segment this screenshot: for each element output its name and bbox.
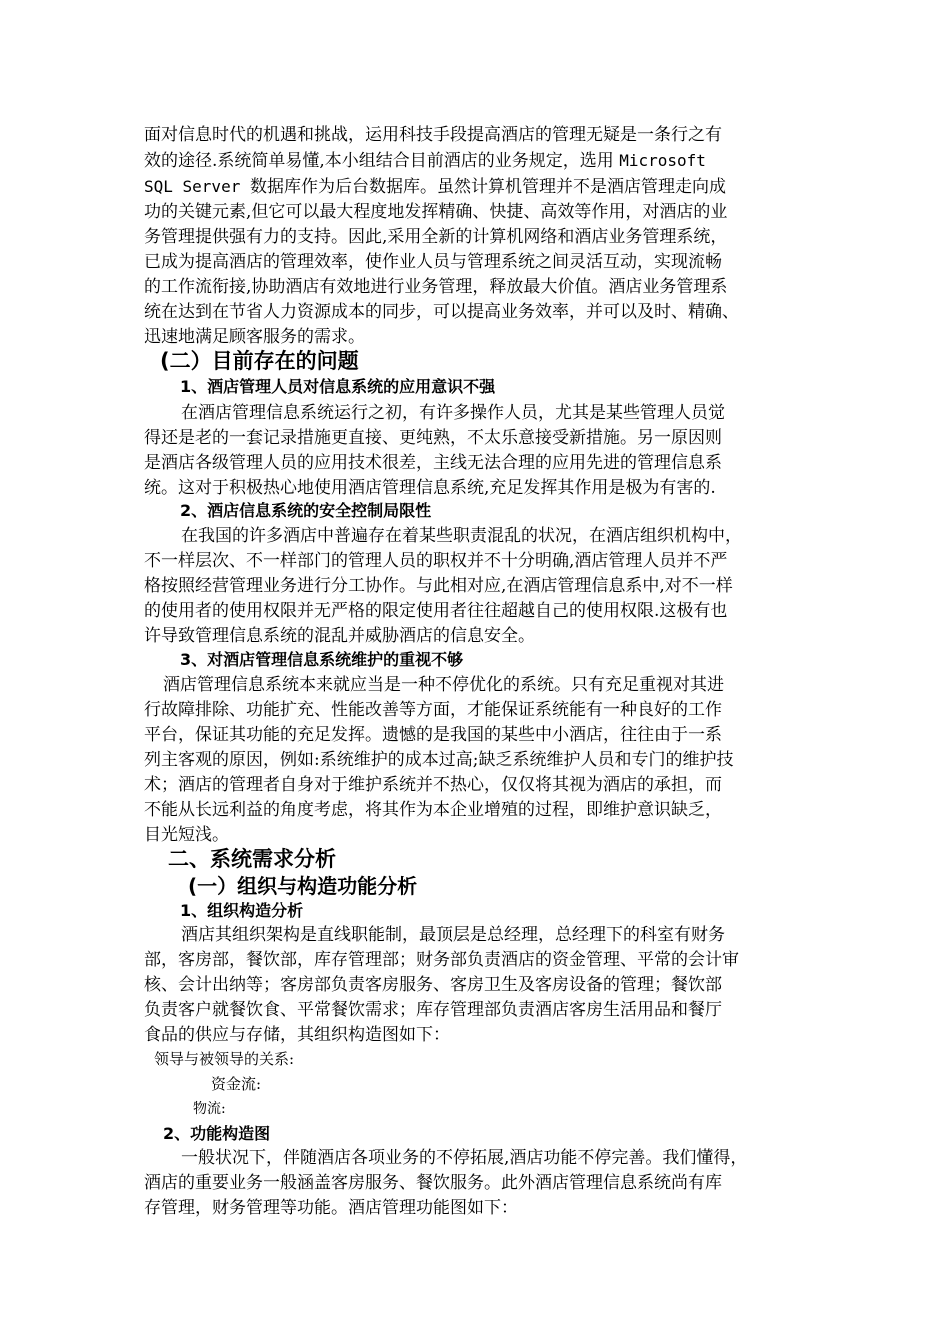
legend-label: 物流: <box>193 1101 226 1117</box>
paragraph-line: 部，客房部，餐饮部，库存管理部；财务部负责酒店的资金管理、平常的会计审 <box>144 950 739 970</box>
section-heading: (一）组织与构造功能分析 <box>188 874 418 898</box>
subsection-heading: 3、对酒店管理信息系统维护的重视不够 <box>180 650 464 669</box>
subsection-heading: 1、酒店管理人员对信息系统的应用意识不强 <box>180 377 496 396</box>
paragraph-line: 存管理，财务管理等功能。酒店管理功能图如下： <box>144 1198 518 1218</box>
paragraph-line: 酒店的重要业务一般涵盖客房服务、餐饮服务。此外酒店管理信息系统尚有库 <box>144 1173 722 1193</box>
section-heading: 二、系统需求分析 <box>168 847 336 871</box>
paragraph-line <box>144 174 824 200</box>
paragraph-line: 的使用者的使用权限并无严格的限定使用者往往超越自己的使用权限.这极有也 <box>144 601 728 621</box>
paragraph-line: 行故障排除、功能扩充、性能改善等方面，才能保证系统能有一种良好的工作 <box>144 700 722 720</box>
paragraph-line: 酒店管理信息系统本来就应当是一种不停优化的系统。只有充足重视对其进 <box>163 675 724 695</box>
paragraph-line: 统。这对于积极热心地使用酒店管理信息系统,充足发挥其作用是极为有害的. <box>144 478 716 498</box>
code-text: SQL Server <box>144 177 250 196</box>
paragraph-line: 列主客观的原因，例如:系统维护的成本过高;缺乏系统维护人员和专门的维护技 <box>144 750 734 770</box>
paragraph-line: 得还是老的一套记录措施更直接、更纯熟，不太乐意接受新措施。另一原因则 <box>144 428 722 448</box>
paragraph-line: 不一样层次、不一样部门的管理人员的职权并不十分明确,酒店管理人员并不严 <box>144 551 728 571</box>
paragraph-line: 面对信息时代的机遇和挑战，运用科技手段提高酒店的管理无疑是一条行之有 <box>144 125 722 145</box>
paragraph-line: 核、会计出纳等；客房部负责客房服务、客房卫生及客房设备的管理；餐饮部 <box>144 975 722 995</box>
paragraph-line: 在我国的许多酒店中普遍存在着某些职责混乱的状况，在酒店组织机构中， <box>181 526 742 546</box>
paragraph-line <box>144 148 824 174</box>
paragraph-line: 功的关键元素,但它可以最大程度地发挥精确、快捷、高效等作用，对酒店的业 <box>144 202 728 222</box>
paragraph-line: 格按照经营管理业务进行分工协作。与此相对应,在酒店管理信息系中,对不一样 <box>144 576 733 596</box>
paragraph-line: 统在达到在节省人力资源成本的同步，可以提高业务效率，并可以及时、精确、 <box>144 302 739 322</box>
paragraph-line: 许导致管理信息系统的混乱并威胁酒店的信息安全。 <box>144 626 535 646</box>
subsection-heading: 2、酒店信息系统的安全控制局限性 <box>180 501 432 520</box>
paragraph-line: 酒店其组织架构是直线职能制，最顶层是总经理，总经理下的科室有财务 <box>181 925 725 945</box>
paragraph-line: 一般状况下，伴随酒店各项业务的不停拓展,酒店功能不停完善。我们懂得， <box>181 1148 748 1168</box>
paragraph-line: 是酒店各级管理人员的应用技术很差，主线无法合理的应用先进的管理信息系 <box>144 453 722 473</box>
paragraph-line: 不能从长远利益的角度考虑，将其作为本企业增殖的过程，即维护意识缺乏， <box>144 800 722 820</box>
legend-label: 领导与被领导的关系: <box>154 1050 295 1068</box>
paragraph-line: 已成为提高酒店的管理效率，使作业人员与管理系统之间灵活互动，实现流畅 <box>144 252 722 272</box>
paragraph-line: 术；酒店的管理者自身对于维护系统并不热心，仅仅将其视为酒店的承担，而 <box>144 775 722 795</box>
paragraph-line: 目光短浅。 <box>144 825 229 845</box>
text-run: 数据库作为后台数据库。虽然计算机管理并不是酒店管理走向成 <box>249 177 726 197</box>
section-heading: (二）目前存在的问题 <box>160 349 359 373</box>
paragraph-line: 食品的供应与存储，其组织构造图如下： <box>144 1025 450 1045</box>
paragraph-line: 迅速地满足顾客服务的需求。 <box>144 327 365 347</box>
text-run: 效的途径.系统简单易懂,本小组结合目前酒店的业务规定，选用 <box>144 151 620 171</box>
code-text: Microsoft <box>619 151 706 170</box>
paragraph-line: 在酒店管理信息系统运行之初，有许多操作人员，尤其是某些管理人员觉 <box>181 403 725 423</box>
paragraph-line: 负责客户就餐饮食、平常餐饮需求；库存管理部负责酒店客房生活用品和餐厅 <box>144 1000 722 1020</box>
paragraph-line: 平台，保证其功能的充足发挥。遗憾的是我国的某些中小酒店，往往由于一系 <box>144 725 722 745</box>
subsection-heading: 1、组织构造分析 <box>180 901 304 920</box>
paragraph-line: 的工作流衔接,协助酒店有效地进行业务管理，释放最大价值。酒店业务管理系 <box>144 277 728 297</box>
paragraph-line: 务管理提供强有力的支持。因此,采用全新的计算机网络和酒店业务管理系统， <box>144 227 728 247</box>
legend-label: 资金流: <box>211 1075 262 1093</box>
subsection-heading: 2、功能构造图 <box>163 1124 271 1143</box>
